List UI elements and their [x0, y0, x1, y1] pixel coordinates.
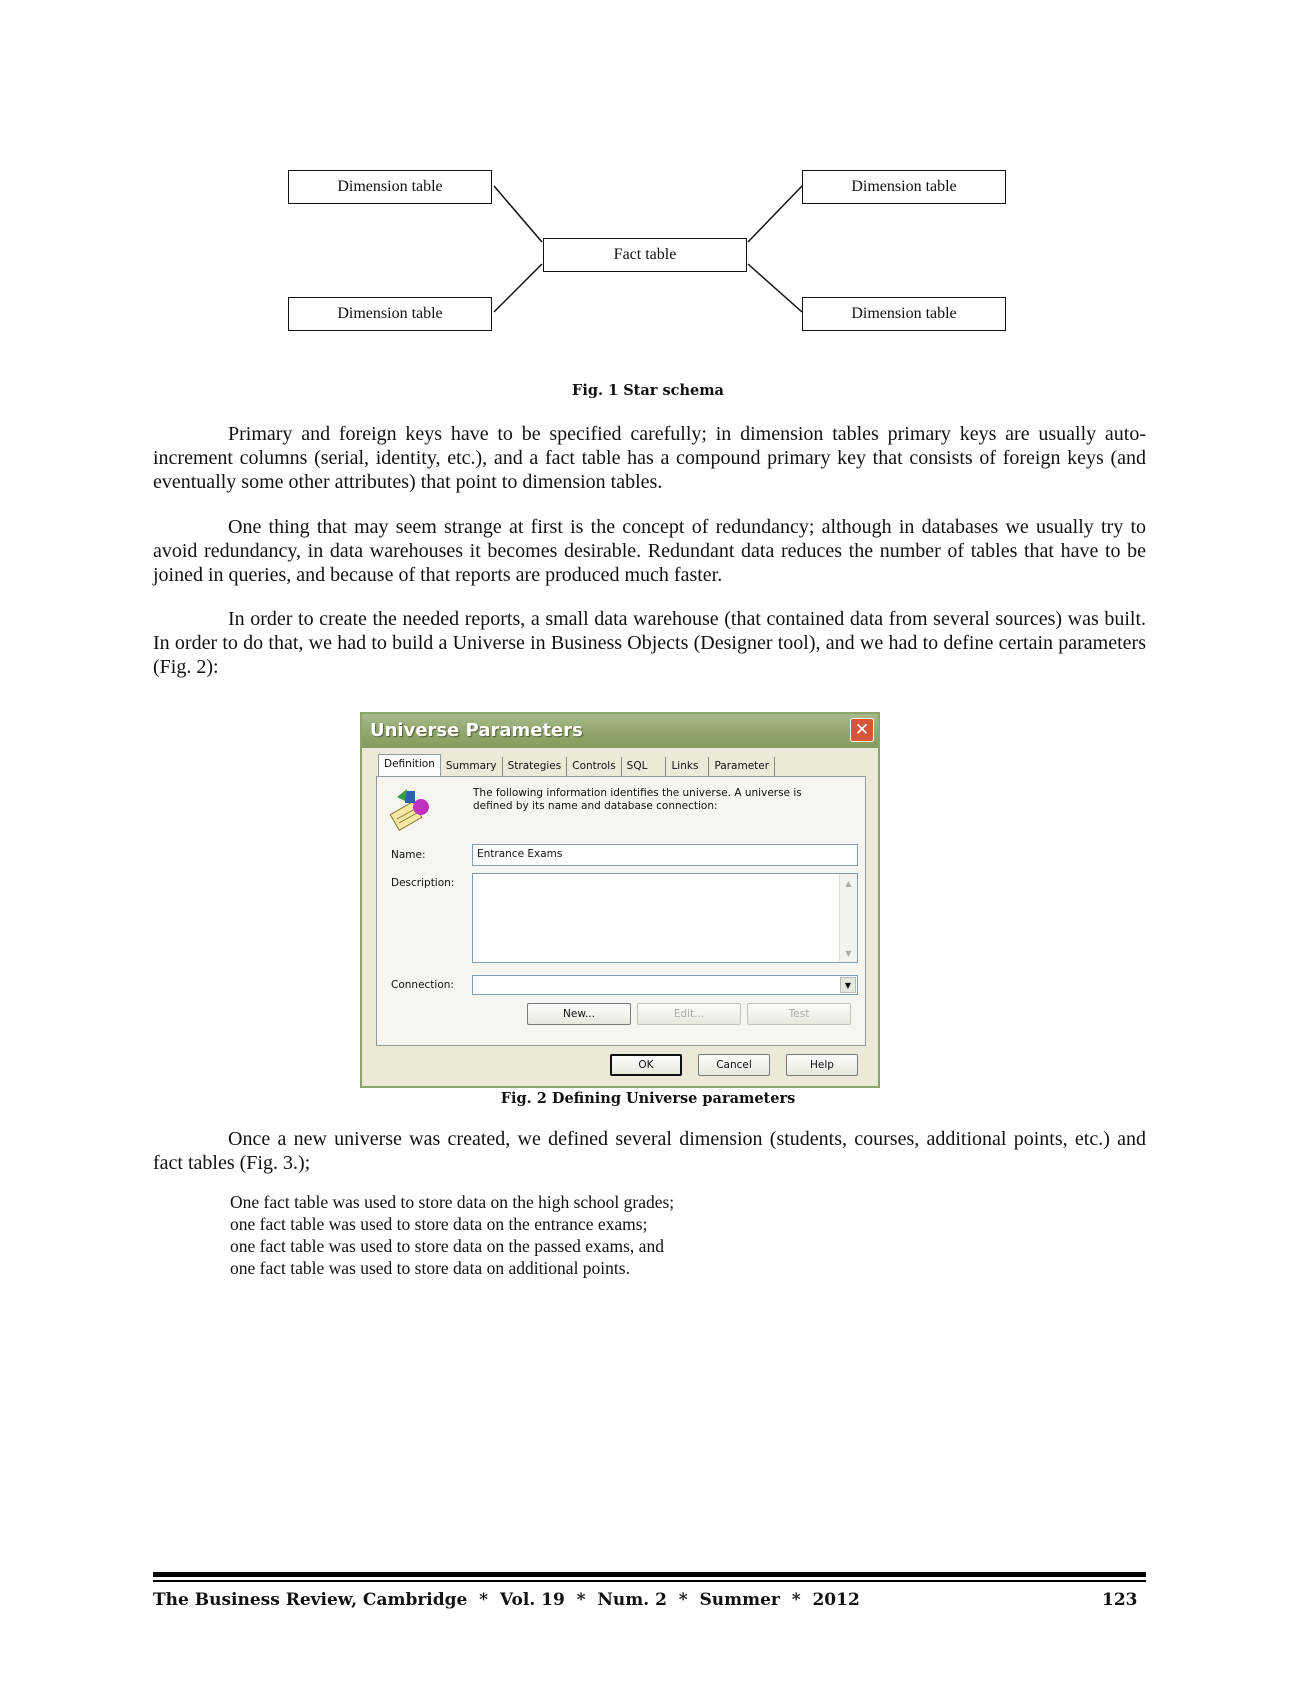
ok-button[interactable]: OK [610, 1054, 682, 1076]
dimension-table-bottom-right: Dimension table [802, 297, 1006, 331]
universe-parameters-dialog [360, 712, 880, 1088]
description-label: Description: [391, 877, 455, 889]
scroll-down-icon[interactable]: ▼ [845, 948, 852, 958]
paragraph-1: Primary and foreign keys have to be specified carefully; in dimension tables primary keys are usually auto-increment columns (serial, identity, etc.), and a fact table has a compound primary key that consists of foreign keys (and eventually some other attributes) that point to dimension tables. [153, 423, 1146, 493]
tab-sql[interactable]: SQL [622, 757, 667, 776]
fact-table-list [230, 1191, 674, 1279]
tab-strip [378, 754, 775, 776]
footer-rule-thick [153, 1572, 1146, 1577]
scroll-up-icon[interactable]: ▲ [845, 878, 852, 888]
paragraph-2: One thing that may seem strange at first is the concept of redundancy; although in databases we usually try to avoid redundancy, in data warehouses it becomes desirable. Redundant data reduces the number of tables that have to be joined in queries, and because of that reports are produced much faster. [153, 516, 1146, 586]
name-field[interactable]: Entrance Exams [472, 844, 858, 866]
fact-table: Fact table [543, 238, 747, 272]
figure2-caption: Fig. 2 Defining Universe parameters [500, 1090, 796, 1107]
dimension-table-bottom-left: Dimension table [288, 297, 492, 331]
connection-label: Connection: [391, 979, 454, 991]
paragraph-4: Once a new universe was created, we defined several dimension (students, courses, additional points, etc.) and fact tables (Fig. 3.); [153, 1128, 1146, 1174]
footer-journal: The Business Review, Cambridge * Vol. 19 * Num. 2 * Summer * 2012 [153, 1590, 860, 1610]
dialog-title: Universe Parameters [370, 720, 583, 741]
list-item: one fact table was used to store data on the entrance exams; [230, 1214, 648, 1234]
description-field[interactable] [472, 873, 858, 963]
chevron-down-icon[interactable]: ▼ [840, 977, 856, 993]
dimension-table-top-left: Dimension table [288, 170, 492, 204]
paragraph-3: In order to create the needed reports, a small data warehouse (that contained data from several sources) was built. In order to do that, we had to build a Universe in Business Objects (Designer tool), and we had to define certain parameters (Fig. 2): [153, 608, 1146, 678]
connection-select[interactable] [472, 975, 858, 995]
help-button[interactable]: Help [786, 1054, 858, 1076]
new-connection-button[interactable]: New... [527, 1003, 631, 1025]
universe-icon [387, 787, 437, 833]
connector-top-right [748, 186, 802, 242]
connector-top-left [494, 186, 542, 242]
dimension-table-top-right: Dimension table [802, 170, 1006, 204]
star-schema-connectors [0, 0, 1301, 400]
footer-rule-thin [153, 1580, 1146, 1582]
list-item: one fact table was used to store data on the passed exams, and [230, 1236, 664, 1256]
tab-links[interactable]: Links [666, 757, 709, 776]
dialog-title-bar [362, 714, 878, 748]
name-label: Name: [391, 849, 426, 861]
tab-parameter[interactable]: Parameter [709, 757, 775, 776]
list-item: One fact table was used to store data on the high school grades; [230, 1192, 675, 1212]
list-item: one fact table was used to store data on additional points. [230, 1258, 630, 1278]
description-scrollbar[interactable] [839, 874, 857, 962]
connector-bottom-left [494, 264, 542, 312]
test-connection-button[interactable]: Test [747, 1003, 851, 1025]
figure1-caption: Fig. 1 Star schema [572, 382, 724, 399]
tab-controls[interactable]: Controls [567, 757, 621, 776]
tab-summary[interactable]: Summary [441, 757, 503, 776]
definition-panel [376, 776, 866, 1046]
tab-strategies[interactable]: Strategies [503, 757, 568, 776]
cancel-button[interactable]: Cancel [698, 1054, 770, 1076]
info-text: The following information identifies the universe. A universe is defined by its name and database connection: [473, 787, 802, 812]
tab-definition[interactable]: Definition [378, 754, 441, 778]
edit-connection-button[interactable]: Edit... [637, 1003, 741, 1025]
close-icon[interactable]: ✕ [850, 718, 874, 742]
footer-page-number: 123 [1102, 1590, 1138, 1610]
connector-bottom-right [748, 264, 802, 312]
